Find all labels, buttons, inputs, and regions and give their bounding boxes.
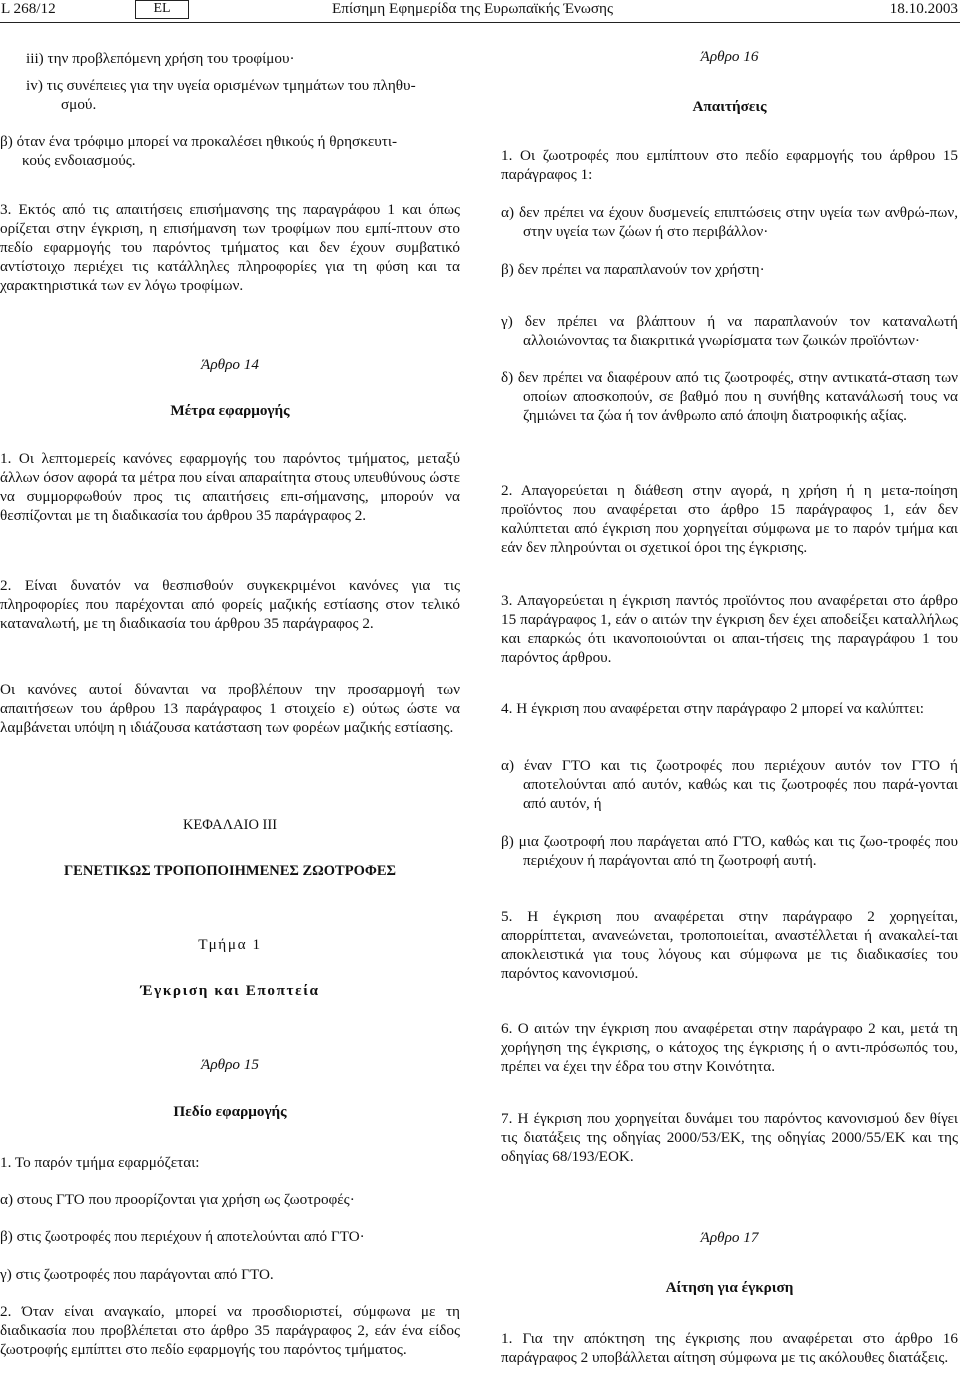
article-title: Πεδίο εφαρμογής	[173, 1103, 287, 1120]
paragraph: 3. Εκτός από τις απαιτήσεις επισήμανσης της παραγράφου 1 και όπως ορίζεται στην έγκριση, η επισήμανση των τροφίμων που εμπί-πτουν στο πεδίο εφαρμογής του παρόντος τμήματος και δεν έχουν συμβατικό αντίστοιχο περιέχει τις κατάλληλες πληροφορίες για τη φύση και τα χαρακτηριστικά των εν λόγω τροφίμων.	[0, 201, 460, 294]
list-item: α) έναν ΓΤΟ και τις ζωοτροφές που περιέχουν αυτόν τον ΓΤΟ ή αποτελούνται από αυτόν, καθώς και τις ζωοτροφές που παρά-γονται από αυτόν, ή	[501, 757, 958, 812]
article-heading: Άρθρο 14	[201, 356, 259, 373]
list-item: γ) στις ζωοτροφές που παράγονται από ΓΤΟ.	[0, 1266, 274, 1283]
page-header	[0, 0, 960, 23]
list-item: δ) δεν πρέπει να διαφέρουν από τις ζωοτροφές, στην αντικατά-σταση των οποίων αποσκοπούν, σε βαθμό που η συνήθης κατανάλωσή τους να ζημιώνει τα ζώα ή τον άνθρωπο από άποψη διατροφικής αξίας.	[501, 369, 958, 424]
list-item: β) όταν ένα τρόφιμο μπορεί να προκαλέσει ηθικούς ή θρησκευτι-	[0, 133, 397, 150]
list-item: iv) τις συνέπειες για την υγεία ορισμένων τμημάτων του πληθυ-	[26, 77, 416, 94]
paragraph: 2. Απαγορεύεται η διάθεση στην αγορά, η χρήση ή η μετα-ποίηση προϊόντος που αναφέρεται στο άρθρο 15 παράγραφος 1, εάν δεν καλύπτεται από έγκριση που χορηγείται σύμφωνα με το παρόν τμήμα και εάν δεν πληρούνται οι σχετικοί όροι της έγκρισης.	[501, 482, 958, 556]
paragraph: 1. Το παρόν τμήμα εφαρμόζεται:	[0, 1154, 200, 1171]
paragraph: Οι κανόνες αυτοί δύνανται να προβλέπουν την προσαρμογή των απαιτήσεων του άρθρου 13 παράγραφος 1 στοιχείο ε) ούτως ώστε να λαμβάνεται υπόψη η ιδιάζουσα κατάσταση των φορέων μαζικής εστίασης.	[0, 681, 460, 736]
list-item-continuation: κούς ενδοιασμούς.	[22, 152, 136, 169]
list-item: iii) την προβλεπόμενη χρήση του τροφίμου·	[26, 50, 295, 67]
list-item: α) δεν πρέπει να έχουν δυσμενείς επιπτώσεις στην υγεία των ανθρώ-πων, στην υγεία των ζώων ή στο περιβάλλον·	[501, 204, 958, 240]
list-item: β) μια ζωοτροφή που παράγεται από ΓΤΟ, καθώς και τις ζωο-τροφές που περιέχουν ή παράγονται από τη ζωοτροφή αυτή.	[501, 833, 958, 869]
list-item: β) δεν πρέπει να παραπλανούν τον χρήστη·	[501, 261, 765, 278]
list-item-continuation: σμού.	[61, 96, 97, 113]
paragraph: 4. Η έγκριση που αναφέρεται στην παράγραφο 2 μπορεί να καλύπτει:	[501, 700, 924, 717]
page-reference: L 268/12	[1, 0, 56, 17]
list-item: γ) δεν πρέπει να βλάπτουν ή να παραπλανούν τον καταναλωτή αλλοιώνοντας τα διακριτικά γνωρίσματα των ζωικών προϊόντων·	[501, 313, 958, 349]
article-heading: Άρθρο 17	[700, 1229, 759, 1246]
section-heading: Τμήμα 1	[198, 936, 262, 953]
chapter-heading: ΚΕΦΑΛΑΙΟ III	[182, 817, 278, 833]
article-title: Μέτρα εφαρμογής	[170, 402, 290, 419]
publication-date: 18.10.2003	[889, 0, 958, 17]
paragraph: 5. Η έγκριση που αναφέρεται στην παράγραφο 2 χορηγείται, απορρίπτεται, ανανεώνεται, τροποποιείται, αναστέλλεται ή ανακαλεί-ται αποκλειστικά για τους λόγους και σύμφωνα με τις διαδικασίες του παρόντος κανονισμού.	[501, 908, 958, 982]
article-heading: Άρθρο 16	[700, 48, 759, 65]
paragraph: 1. Οι λεπτομερείς κανόνες εφαρμογής του παρόντος τμήματος, μεταξύ άλλων όσον αφορά τα μέτρα που είναι απαραίτητα στους υπευθύνους ώστε να συμμορφωθούν προς τις απαιτήσεις επι-σήμανσης, μπορούν να θεσπίζονται με τη διαδικασία του άρθρου 35 παράγραφος 2.	[0, 450, 460, 524]
section-title: Έγκριση και Εποπτεία	[140, 982, 320, 999]
paragraph: 1. Οι ζωοτροφές που εμπίπτουν στο πεδίο εφαρμογής του άρθρου 15 παράγραφος 1:	[501, 147, 958, 183]
chapter-title: ΓΕΝΕΤΙΚΩΣ ΤΡΟΠΟΠΟΙΗΜΕΝΕΣ ΖΩΟΤΡΟΦΕΣ	[63, 863, 397, 879]
paragraph: 3. Απαγορεύεται η έγκριση παντός προϊόντος που αναφέρεται στο άρθρο 15 παράγραφος 1, εάν ο αιτών την έγκριση δεν έχει αποδείξει καταλλήλως και επαρκώς ότι ικανοποιούνται οι απαι-τήσεις της παραγράφου 1 του παρόντος άρθρου.	[501, 592, 958, 666]
list-item: α) στους ΓΤΟ που προορίζονται για χρήση ως ζωοτροφές·	[0, 1191, 355, 1208]
list-item: β) στις ζωοτροφές που περιέχουν ή αποτελούνται από ΓΤΟ·	[0, 1228, 365, 1245]
paragraph: 1. Για την απόκτηση της έγκρισης που αναφέρεται στο άρθρο 16 παράγραφος 2 υποβάλλεται αίτηση σύμφωνα με τις ακόλουθες διατάξεις.	[501, 1330, 958, 1366]
paragraph: 2. Όταν είναι αναγκαίο, μπορεί να προσδιοριστεί, σύμφωνα με τη διαδικασία που προβλέπεται στο άρθρο 35 παράγραφος 2, εάν ένα είδος ζωοτροφής εμπίπτει στο πεδίο εφαρμογής του παρόντος τμήματος.	[0, 1303, 460, 1358]
paragraph: 2. Είναι δυνατόν να θεσπισθούν συγκεκριμένοι κανόνες για τις πληροφορίες που παρέχονται από φορείς μαζικής εστίασης στον τελικό καταναλωτή, με τη διαδικασία του άρθρου 35 παράγραφος 2.	[0, 577, 460, 632]
article-title: Αίτηση για έγκριση	[665, 1279, 794, 1296]
article-title: Απαιτήσεις	[692, 98, 767, 115]
journal-title: Επίσημη Εφημερίδα της Ευρωπαϊκής Ένωσης	[332, 0, 614, 17]
language-code-box: EL	[135, 0, 189, 19]
article-heading: Άρθρο 15	[201, 1056, 259, 1073]
paragraph: 6. Ο αιτών την έγκριση που αναφέρεται στην παράγραφο 2 και, μετά τη χορήγηση της έγκρισης, ο κάτοχος της έγκρισης ή ο αντι-πρόσωπός του, πρέπει να έχει την έδρα του στην Κοινότητα.	[501, 1020, 958, 1075]
paragraph: 7. Η έγκριση που χορηγείται δυνάμει του παρόντος κανονισμού δεν θίγει τις διατάξεις της οδηγίας 2000/53/ΕΚ, της οδηγίας 2000/55/ΕΚ και της οδηγίας 68/193/ΕΟΚ.	[501, 1110, 958, 1165]
